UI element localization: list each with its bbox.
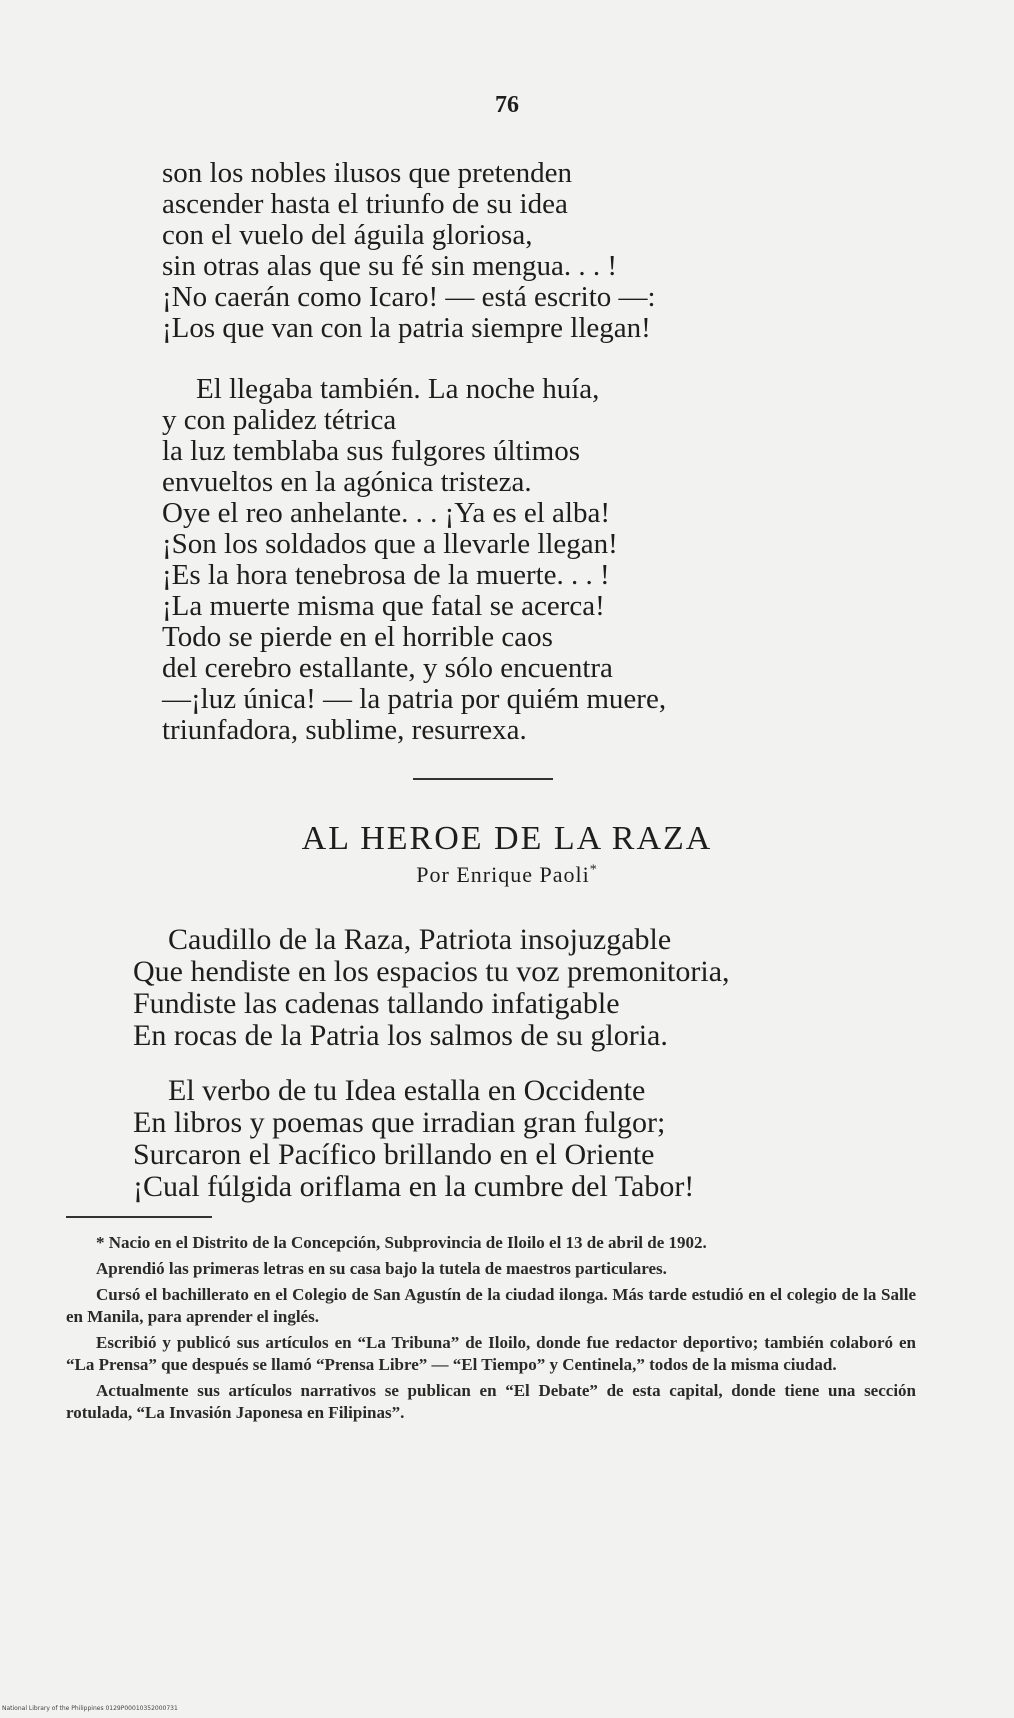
footnote-paragraph: Aprendió las primeras letras en su casa bajo la tutela de maestros particulares. <box>96 1259 667 1278</box>
poem-line: con el vuelo del águila gloriosa, <box>162 219 533 251</box>
poem-line: Todo se pierde en el horrible caos <box>162 621 553 653</box>
poem-title: AL HEROE DE LA RAZA <box>301 820 713 857</box>
poem-line: El llegaba también. La noche huía, <box>196 373 600 405</box>
poem-line: —¡luz única! — la patria por quiém muere, <box>162 683 667 715</box>
poem-stanza-2 <box>162 374 666 746</box>
poem-line: ¡La muerte misma que fatal se acerca! <box>162 590 605 622</box>
poem-line: ¡Cual fúlgida oriflama en la cumbre del Tabor! <box>133 1170 695 1203</box>
poem-line: Oye el reo anhelante. . . ¡Ya es el alba! <box>162 497 610 529</box>
poem-line: Que hendiste en los espacios tu voz premonitoria, <box>133 955 730 988</box>
poem-line: ¡No caerán como Icaro! — está escrito —: <box>162 281 656 313</box>
poem-line: del cerebro estallante, y sólo encuentra <box>162 652 613 684</box>
poem-line: ascender hasta el triunfo de su idea <box>162 188 568 220</box>
poem-line: En libros y poemas que irradian gran fulgor; <box>133 1106 666 1139</box>
footnote-divider <box>66 1216 212 1218</box>
poem-line: En rocas de la Patria los salmos de su gloria. <box>133 1019 668 1052</box>
poem-line: ¡Los que van con la patria siempre llegan! <box>162 312 651 344</box>
footnote-paragraph: Actualmente sus artículos narrativos se publican en “El Debate” de esta capital, donde tiene una sección rotulada, “La Invasión Japonesa en Filipinas”. <box>66 1381 916 1422</box>
poem-line: ¡Es la hora tenebrosa de la muerte. . . ! <box>162 559 610 591</box>
poem-line: Fundiste las cadenas tallando infatigable <box>133 987 620 1020</box>
poem-line: y con palidez tétrica <box>162 404 397 436</box>
footnotes <box>66 1232 916 1428</box>
footnote-paragraph: Cursó el bachillerato en el Colegio de San Agustín de la ciudad ilonga. Más tarde estudió en el colegio de la Salle en Manila, para aprender el inglés. <box>66 1285 916 1326</box>
poem-line: Surcaron el Pacífico brillando en el Oriente <box>133 1138 655 1171</box>
poem-line: envueltos en la agónica tristeza. <box>162 466 532 498</box>
poem-line: Caudillo de la Raza, Patriota insojuzgable <box>168 923 672 956</box>
poem-stanza-4 <box>133 1075 694 1203</box>
poem-author <box>0 862 1014 888</box>
library-footer: National Library of the Philippines 0129P00010352000731 <box>2 1705 178 1712</box>
poem-line: ¡Son los soldados que a llevarle llegan! <box>162 528 618 560</box>
footnote-marker: * <box>589 862 598 878</box>
footnote-paragraph: * Nacio en el Distrito de la Concepción, Subprovincia de Iloilo el 13 de abril de 1902. <box>96 1233 707 1252</box>
poem-line: triunfadora, sublime, resurrexa. <box>162 714 527 746</box>
page-number: 76 <box>495 92 519 118</box>
poem-line: son los nobles ilusos que pretenden <box>162 157 572 189</box>
poem-line: sin otras alas que su fé sin mengua. . . ! <box>162 250 618 282</box>
poem-stanza-1 <box>162 158 656 344</box>
poem-stanza-3 <box>133 924 730 1052</box>
poem-line: El verbo de tu Idea estalla en Occidente <box>168 1074 646 1107</box>
poem-author-name: Por Enrique Paoli <box>416 862 590 887</box>
poem-line: la luz temblaba sus fulgores últimos <box>162 435 581 467</box>
section-divider <box>413 778 553 780</box>
footnote-paragraph: Escribió y publicó sus artículos en “La Tribuna” de Iloilo, donde fue redactor deportivo; también colaboró en “La Prensa” que después se llamó “Prensa Libre” — “El Tiempo” y Centinela,” todos de la misma ciudad. <box>66 1333 916 1374</box>
